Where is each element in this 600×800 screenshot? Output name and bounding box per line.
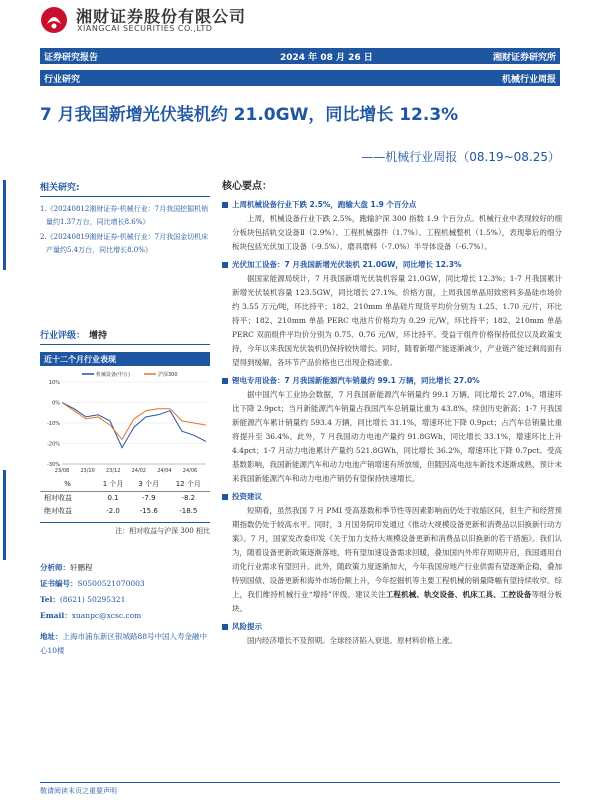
- table-row: [40, 504, 210, 517]
- x-tick-label: 23/12: [105, 468, 121, 474]
- related-research-list: [40, 203, 210, 257]
- side-stripe: [3, 180, 6, 270]
- rating-label: 行业评级：: [40, 331, 86, 341]
- report-category-bar: [40, 70, 560, 86]
- address-block: [40, 630, 210, 658]
- series-line-hs300: [62, 403, 206, 440]
- table-note: 注：相对收益与沪深 300 相比: [40, 522, 210, 536]
- row-label: 相对收益: [44, 493, 72, 502]
- footer-disclaimer: 敬请阅读末页之重要声明: [40, 787, 117, 795]
- report-header: [0, 0, 600, 36]
- address-text: 上海市浦东新区银城路88号中国人寿金融中心10楼: [40, 632, 208, 655]
- table-cell: 0.1: [107, 493, 119, 502]
- table-header: 12 个月: [167, 478, 210, 491]
- brand-name-en: XIANGCAI SECURITIES CO.,LTD: [77, 24, 213, 33]
- main-content: [222, 180, 562, 648]
- table-header: %: [40, 478, 95, 491]
- y-tick-label: 0%: [52, 400, 60, 407]
- y-tick-label: -30%: [47, 461, 60, 468]
- report-title: 7 月我国新增光伏装机约 21.0GW，同比增长 12.3%: [40, 105, 459, 125]
- performance-table: [40, 478, 210, 517]
- series-line-machinery: [62, 403, 206, 448]
- section-paragraph: 据中国汽车工业协会数据，7 月我国新能源汽车销量约 99.1 万辆，同比增长 27.0%，增速环比下降 2.9pct；当月新能源汽车销量占我国汽车总销量比重为 43.8%，续创历史新高；1-7 月我国新能源汽车累计销量约 593.4 万辆，同比增长 31.1%，增速环比下降 0.9pct；占汽车总销量比重将提升至 36.4%。此外，7 月我国动力电池产量约 91.8GWh，同比增长 33.1%，增速环比上升 4.4pct；1-7 月动力电池累计产量约 521.8GWh，同比增长 36.2%，增速环比下降 0.7pct。受高基数影响，我国新能源汽车和动力电池产销增速有所放缓，但随因高电池车新技术逐渐成熟，预计未来我国新能源汽车和动力电池产销仍有望保持快速增长。: [232, 390, 562, 483]
- x-tick-label: 24/02: [131, 468, 147, 474]
- email-label: Email：: [40, 611, 72, 620]
- cert-label: 证书编号：: [40, 579, 78, 588]
- advice-text-end: 等细分板块。: [232, 590, 563, 613]
- table-cell: -18.5: [179, 506, 198, 515]
- left-sidebar: [40, 180, 210, 259]
- performance-heading: 近十二个月行业表现: [40, 352, 210, 366]
- x-tick-label: 24/04: [157, 468, 172, 474]
- y-tick-label: -10%: [47, 420, 60, 427]
- y-tick-label: -20%: [47, 441, 60, 448]
- analyst-info: [40, 560, 210, 658]
- footer-divider: [40, 782, 560, 783]
- legend-series-a: 机械设备(申万): [96, 372, 130, 378]
- analyst-name: 轩鹏程: [70, 563, 93, 572]
- report-category: 行业研究: [44, 75, 81, 85]
- section-heading: 风险提示: [222, 620, 562, 634]
- table-header-row: [40, 478, 210, 491]
- report-info-bar: [40, 48, 560, 64]
- related-research-item[interactable]: 1.《20240812湘财证券-机械行业：7月我国挖掘机销量约1.37万台，同比增长8.6%》: [40, 205, 209, 226]
- x-tick-label: 24/06: [182, 468, 198, 474]
- report-series: 机械行业周报: [501, 75, 556, 85]
- analyst-cert-line: [40, 576, 210, 592]
- related-research-heading: 相关研究:: [40, 180, 210, 197]
- chart-series: [62, 403, 206, 448]
- x-axis: [55, 464, 206, 474]
- institute-name: 湘财证券研究所: [492, 53, 556, 63]
- analyst-name-line: [40, 560, 210, 576]
- x-tick-label: 23/10: [80, 468, 95, 474]
- related-research-item[interactable]: 2.《20240819湘财证券-机械行业：7月我国金切机床产量约5.4万台，同比增长8.0%》: [40, 233, 209, 254]
- tel-number[interactable]: (8621) 50295321: [59, 595, 126, 604]
- table-header: 3 个月: [131, 478, 167, 491]
- cert-number: S0500521070003: [77, 579, 145, 588]
- analyst-label: 分析师：: [40, 563, 70, 572]
- table-header: 1 个月: [95, 478, 131, 491]
- brand-name-cn: 湘财证券股份有限公司: [76, 7, 247, 26]
- section-heading: 投资建议: [222, 490, 562, 504]
- side-stripe: [3, 470, 6, 560]
- core-points-heading: 核心要点：: [222, 181, 272, 192]
- report-date: 2024 年 08 月 26 日: [280, 53, 373, 63]
- x-tick-label: 23/08: [54, 468, 70, 474]
- legend-series-b: 沪深300: [158, 372, 178, 378]
- performance-chart: [40, 368, 210, 476]
- table-cell: -7.9: [141, 493, 156, 502]
- address-label: 地址：: [40, 632, 63, 641]
- industry-rating: [40, 328, 210, 345]
- section-paragraph: 国内经济增长不及预期。全球经济陷入衰退。原材料价格上涨。: [247, 636, 457, 645]
- row-label: 绝对收益: [44, 506, 72, 515]
- report-subtitle: ——机械行业周报（08.19~08.25）: [361, 150, 560, 164]
- analyst-tel-line: [40, 592, 210, 608]
- advice-sectors: 工程机械、轨交设备、机床工具、工控设备: [385, 590, 532, 599]
- report-type: 证券研究报告: [44, 53, 99, 63]
- rating-value: 增持: [89, 331, 108, 341]
- chart-legend: [82, 371, 178, 378]
- advice-text: 短期看，虽然我国 7 月 PMI 受高基数和季节性等因素影响而仍处于收缩区间，但生产和经营预期指数仍处于较高水平。同时，3 月国务院印发通过《推动大规模设备更新和消费品以旧换新行动方案》。7 月，国家发改委印发《关于加力支持大规模设备更新和消费品以旧换新的若干措施》。我们认为，随着设备更新政策逐渐落地，将有望加速设备需求回暖，叠加国内外库存周期开启，我国通用自动化行业需求有望回升。此外，随政策力度逐渐加大，今年我国房地产行业供需有望逐渐企稳，叠加特别国债、设备更新和海外市场份额上升，今年挖掘机等主要工程机械的销量降幅有望持续收窄。综上，我们维持机械行业“增持”评级。建议关注: [232, 506, 562, 599]
- section-heading: 光伏加工设备：7 月我国新增光伏装机 21.0GW，同比增长 12.3%: [222, 258, 562, 272]
- section-paragraph: 上周，机械设备行业下跌 2.5%，跑输沪深 300 指数 1.9 个百分点。机械行业中表现较好的细分板块包括轨交设备Ⅱ（2.9%）、工程机械器件（1.7%）、工程机械整机（1.5%），表现靠后的细分板块包括光伏加工设备（-9.5%）、磨具磨料（-7.0%）半导体设备（-6.7%）。: [232, 214, 562, 251]
- section-heading: 上周机械设备行业下跌 2.5%，跑输大盘 1.9 个百分点: [222, 198, 562, 212]
- table-cell: -15.6: [139, 506, 158, 515]
- email-link[interactable]: xuanpc@xcsc.com: [71, 611, 142, 620]
- y-axis: [47, 380, 206, 468]
- table-row: [40, 491, 210, 504]
- analyst-email-line: [40, 608, 210, 624]
- table-cell: -8.2: [181, 493, 196, 502]
- table-cell: -2.0: [106, 506, 120, 515]
- section-paragraph: [222, 504, 562, 616]
- section-paragraph: 据国家能源局统计，7 月我国新增光伏装机容量 21.0GW，同比增长 12.3%；1-7 月我国累计新增光伏装机容量 123.5GW，同比增长 27.1%。价格方面，上周我国单晶用致密料多晶硅市场价约 3.55 万元/吨，环比持平；182、210mm 单晶硅片现货平均价分别为 1.25、1.70 元/片，环比持平；182、210mm 单晶 PERC 电池片价格均为 0.29 元/W，环比持平；182、210mm 单晶 PERC 双面组件平均价分别为 0.75、0.76 元/W，环比持平。受益于组件价格保持低位以及政策支持，今年以来我国光伏装机仍保持较快增长。同时，随着新增产能逐渐减少，产业链产能过剩局面有望得到缓解，各环节产品价格也已出现企稳迹象。: [232, 274, 562, 367]
- y-tick-label: 10%: [48, 379, 60, 386]
- section-heading: 锂电专用设备：7 月我国新能源汽车销量约 99.1 万辆，同比增长 27.0%: [222, 374, 562, 388]
- tel-label: Tel：: [40, 595, 60, 604]
- xiangcai-logo-icon: [40, 6, 68, 34]
